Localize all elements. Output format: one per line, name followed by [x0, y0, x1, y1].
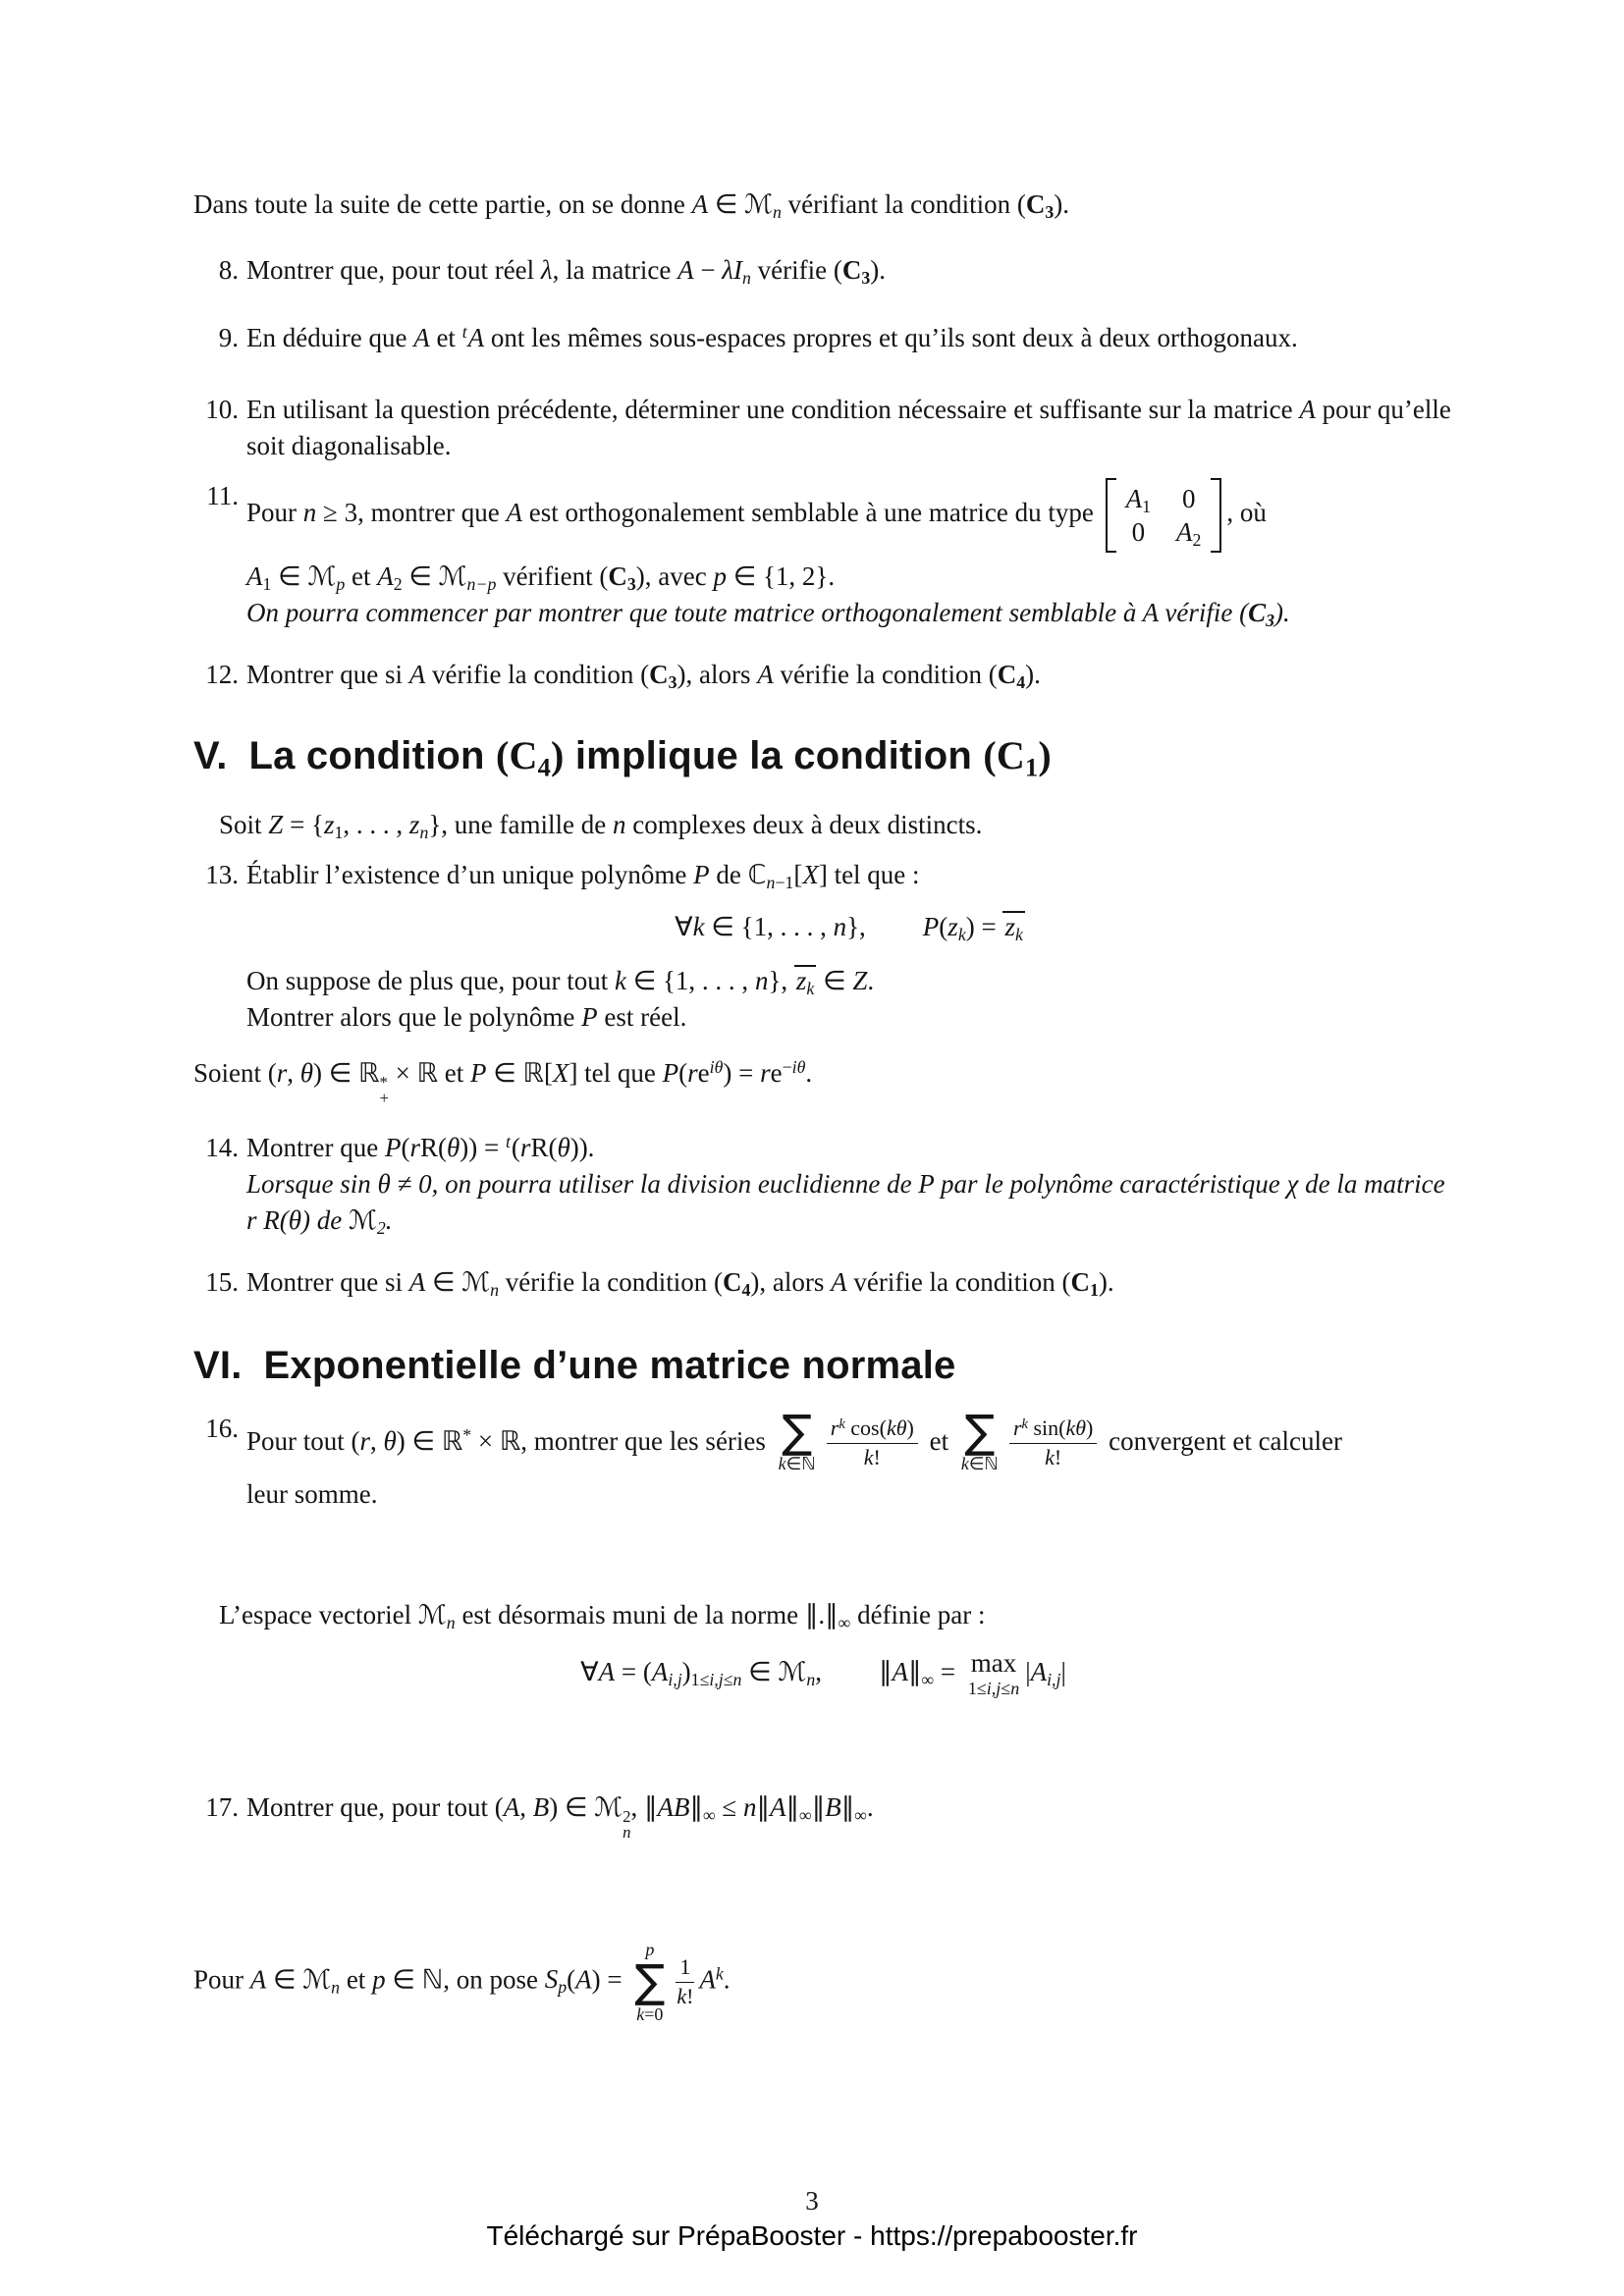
- question-11-number: 11.: [206, 481, 239, 510]
- question-8-number: 8.: [218, 255, 239, 285]
- question-13-equation: ∀k ∈ {1, . . . , n}, $P(z_k) = z_k$: [675, 912, 1023, 944]
- question-13-line1: Établir l’existence d’un unique polynôme P de ℂ$_{n-1}$[X] tel que :: [246, 860, 920, 892]
- question-16: [193, 1404, 1453, 1513]
- question-16-line1: Pour tout (r, θ) ∈ ℝ* × ℝ, montrer que les séries ∑ k∈ℕ $\frac{r^k \cos(k\theta)}{k!}$ et ∑ k∈ℕ $\frac{r^k \sin(k\theta)}{k!}$ convergent et calculer: [246, 1404, 1342, 1475]
- question-10-body: En utilisant la question précédente, déterminer une condition nécessaire et suffisante sur la matrice A pour qu’elle soit diagonalisable.: [246, 395, 1451, 460]
- section-v-number: V.: [193, 734, 228, 777]
- question-14-hint: Lorsque sin θ ≠ 0, on pourra utiliser la division euclidienne de P par le polynôme caractéristique χ de la matrice r R(θ) de ℳ$_2$.: [246, 1168, 1445, 1238]
- section-vi-title: Exponentielle d’une matrice normale: [263, 1343, 956, 1387]
- page-content: [193, 187, 1453, 2025]
- sp-definition-paragraph: Pour A ∈ ℳ$_n$ et p ∈ ℕ, on pose $S_p(A)$ = p ∑ k=0 $\frac{1}{k!}$ $A^k$.: [193, 1939, 731, 2024]
- question-8: [193, 252, 1453, 289]
- question-12-number: 12.: [205, 660, 239, 689]
- question-17-body: Montrer que, pour tout (A, B) ∈ ℳ 2 n , $\parallel AB\parallel_\infty$ ≤ $n\parallel A\parallel_\infty\parallel B\parallel_\infty$.: [246, 1792, 874, 1842]
- question-11-line1: Pour n ≥ 3, montrer que A est orthogonalement semblable à une matrice du type $A_1$ 0 0 $A_2$ , où: [246, 478, 1453, 553]
- question-16-body: [246, 1404, 1453, 1513]
- part-intro-paragraph: Dans toute la suite de cette partie, on se donne A ∈ ℳ$_n$ vérifiant la condition $(C_3)$.: [193, 189, 1069, 222]
- section-v-intro: Soit $Z = \{z_1$, . . . , $z_n$}, une famille de n complexes deux à deux distincts.: [219, 810, 983, 842]
- section-vi-heading: [193, 1342, 1453, 1389]
- question-14-body: [246, 1130, 1453, 1239]
- page-number: 3: [805, 2186, 819, 2216]
- question-9-body: En déduire que A et $^t$A ont les mêmes sous-espaces propres et qu’ils sont deux à deux orthogonaux.: [246, 322, 1298, 352]
- question-13-line3: Montrer alors que le polynôme P est réel.: [246, 1002, 687, 1032]
- question-17-number: 17.: [205, 1792, 239, 1823]
- question-11-hint: On pourra commencer par montrer que toute matrice orthogonalement semblable à A vérifie $(C_3)$.: [246, 598, 1290, 630]
- question-14: [193, 1130, 1453, 1239]
- question-13: [193, 857, 1453, 1036]
- question-15-number: 15.: [205, 1266, 239, 1297]
- question-11: [193, 478, 1453, 631]
- question-9: [193, 320, 1453, 356]
- question-16-line2: leur somme.: [246, 1478, 378, 1509]
- footer-credit: Téléchargé sur PrépaBooster - https://prepabooster.fr: [486, 2220, 1138, 2251]
- question-12-body: Montrer que si A vérifie la condition $(C_3)$, alors A vérifie la condition $(C_4)$.: [246, 660, 1041, 692]
- question-10: [193, 392, 1453, 464]
- section-vi-number: VI.: [193, 1343, 243, 1387]
- question-11-line2: $A_1$ ∈ ℳ$_p$ et $A_2$ ∈ ℳ$_{n-p}$ vérifient $(C_3)$, avec p ∈ {1, 2}.: [246, 561, 836, 594]
- norm-intro-paragraph: L’espace vectoriel ℳ$_n$ est désormais muni de la norme $\parallel.\parallel_\infty$ définie par :: [219, 1599, 986, 1632]
- question-13-body: [246, 857, 1453, 1036]
- question-16-number: 16.: [205, 1413, 239, 1443]
- question-15: [193, 1264, 1453, 1301]
- question-13-line2: On suppose de plus que, pour tout k ∈ {1, . . . , n}, $z_k$ ∈ Z.: [246, 966, 875, 998]
- norm-definition-equation: ∀A = $(A_{i,j})_{1\le i,j\le n}$ ∈ ℳ$_n$, $\parallel A\parallel_\infty$ = max 1≤i,j≤n $|A_{i,j}|$: [580, 1647, 1066, 1698]
- question-11-body: [246, 478, 1453, 631]
- question-17: [193, 1789, 1453, 1841]
- section-v-title: La condition $(C_4)$ implique la condition $(C_1)$: [248, 733, 1052, 782]
- question-10-number: 10.: [205, 395, 239, 424]
- question-15-body: Montrer que si A ∈ ℳ$_n$ vérifie la condition $(C_4)$, alors A vérifie la condition $(C_1)$.: [246, 1266, 1114, 1300]
- question-12: [193, 657, 1453, 693]
- question-9-number: 9.: [218, 323, 239, 352]
- question-14-line1: Montrer que P(rR(θ)) = $^t$(rR(θ)).: [246, 1131, 595, 1162]
- question-8-body: Montrer que, pour tout réel λ, la matrice $A - \lambda I_n$ vérifie $(C_3)$.: [246, 255, 886, 288]
- section-v-heading: [193, 732, 1453, 782]
- section-v-between-paragraph: Soient (r, θ) ∈ ℝ * + × ℝ et P ∈ ℝ[X] tel que $P(re^{i\theta}) = re^{-i\theta}$.: [193, 1057, 813, 1107]
- question-13-number: 13.: [205, 860, 239, 889]
- question-14-number: 14.: [205, 1132, 239, 1162]
